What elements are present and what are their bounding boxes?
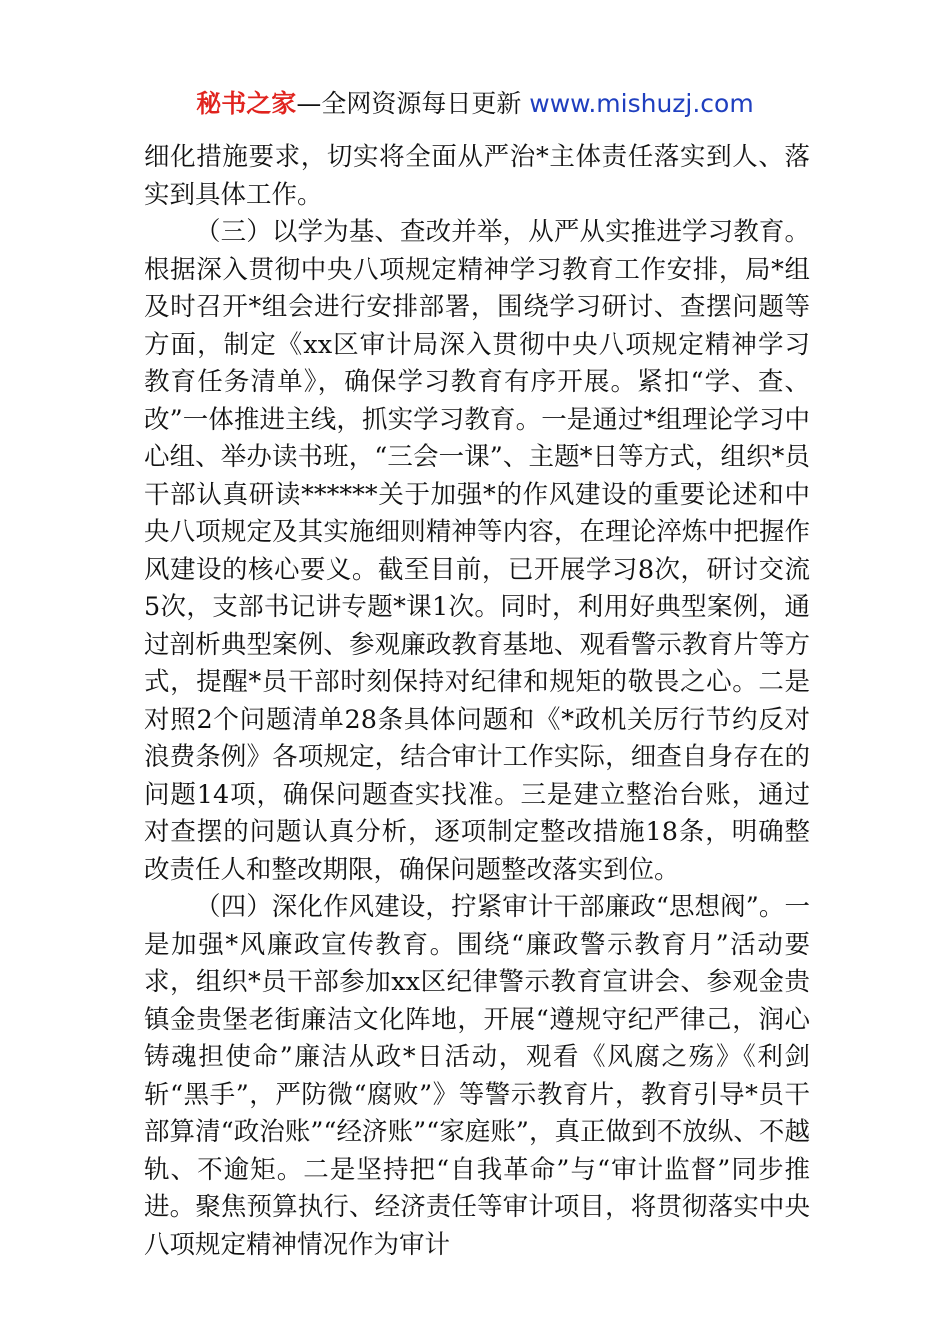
paragraph-section-three: （三）以学为基、查改并举，从严从实推进学习教育。根据深入贯彻中央八项规定精神学习教育工作安排，局*组及时召开*组会进行安排部署，围绕学习研讨、查摆问题等方面，制定《xx区审计局深入贯彻中央八项规定精神学习教育任务清单》，确保学习教育有序开展。紧扣“学、查、改”一体推进主线，抓实学习教育。一是通过*组理论学习中心组、举办读书班，“三会一课”、主题*日等方式，组织*员干部认真研读******关于加强*的作风建设的重要论述和中央八项规定及其实施细则精神等内容，在理论淬炼中把握作风建设的核心要义。截至目前，已开展学习8次，研讨交流5次，支部书记讲专题*课1次。同时，利用好典型案例，通过剖析典型案例、参观廉政教育基地、观看警示教育片等方式，提醒*员干部时刻保持对纪律和规矩的敬畏之心。二是对照2个问题清单28条具体问题和《*政机关厉行节约反对浪费条例》各项规定，结合审计工作实际，细查自身存在的问题14项，确保问题查实找准。三是建立整治台账，通过对查摆的问题认真分析，逐项制定整改措施18条，明确整改责任人和整改期限，确保问题整改落实到位。 xyxy=(144,217,810,885)
paragraph-continuation: 细化措施要求，切实将全面从严治*主体责任落实到人、落实到具体工作。 xyxy=(144,142,810,210)
page-header xyxy=(0,86,950,122)
document-body xyxy=(144,139,810,1264)
site-url-link[interactable]: www.mishuzj.com xyxy=(529,89,754,118)
paragraph-section-four: （四）深化作风建设，拧紧审计干部廉政“思想阀”。一是加强*风廉政宣传教育。围绕“廉政警示教育月”活动要求，组织*员干部参加xx区纪律警示教育宣讲会、参观金贵镇金贵堡老街廉洁文化阵地，开展“遵规守纪严律己，润心铸魂担使命”廉洁从政*日活动，观看《风腐之殇》《利剑斩“黑手”，严防微“腐败”》等警示教育片，教育引导*员干部算清“政治账”“经济账”“家庭账”，真正做到不放纵、不越轨、不逾矩。二是坚持把“自我革命”与“审计监督”同步推进。聚焦预算执行、经济责任等审计项目，将贯彻落实中央八项规定精神情况作为审计 xyxy=(144,892,810,1260)
brand-name: 秘书之家 xyxy=(196,89,297,118)
header-tagline: —全网资源每日更新 xyxy=(296,89,522,118)
